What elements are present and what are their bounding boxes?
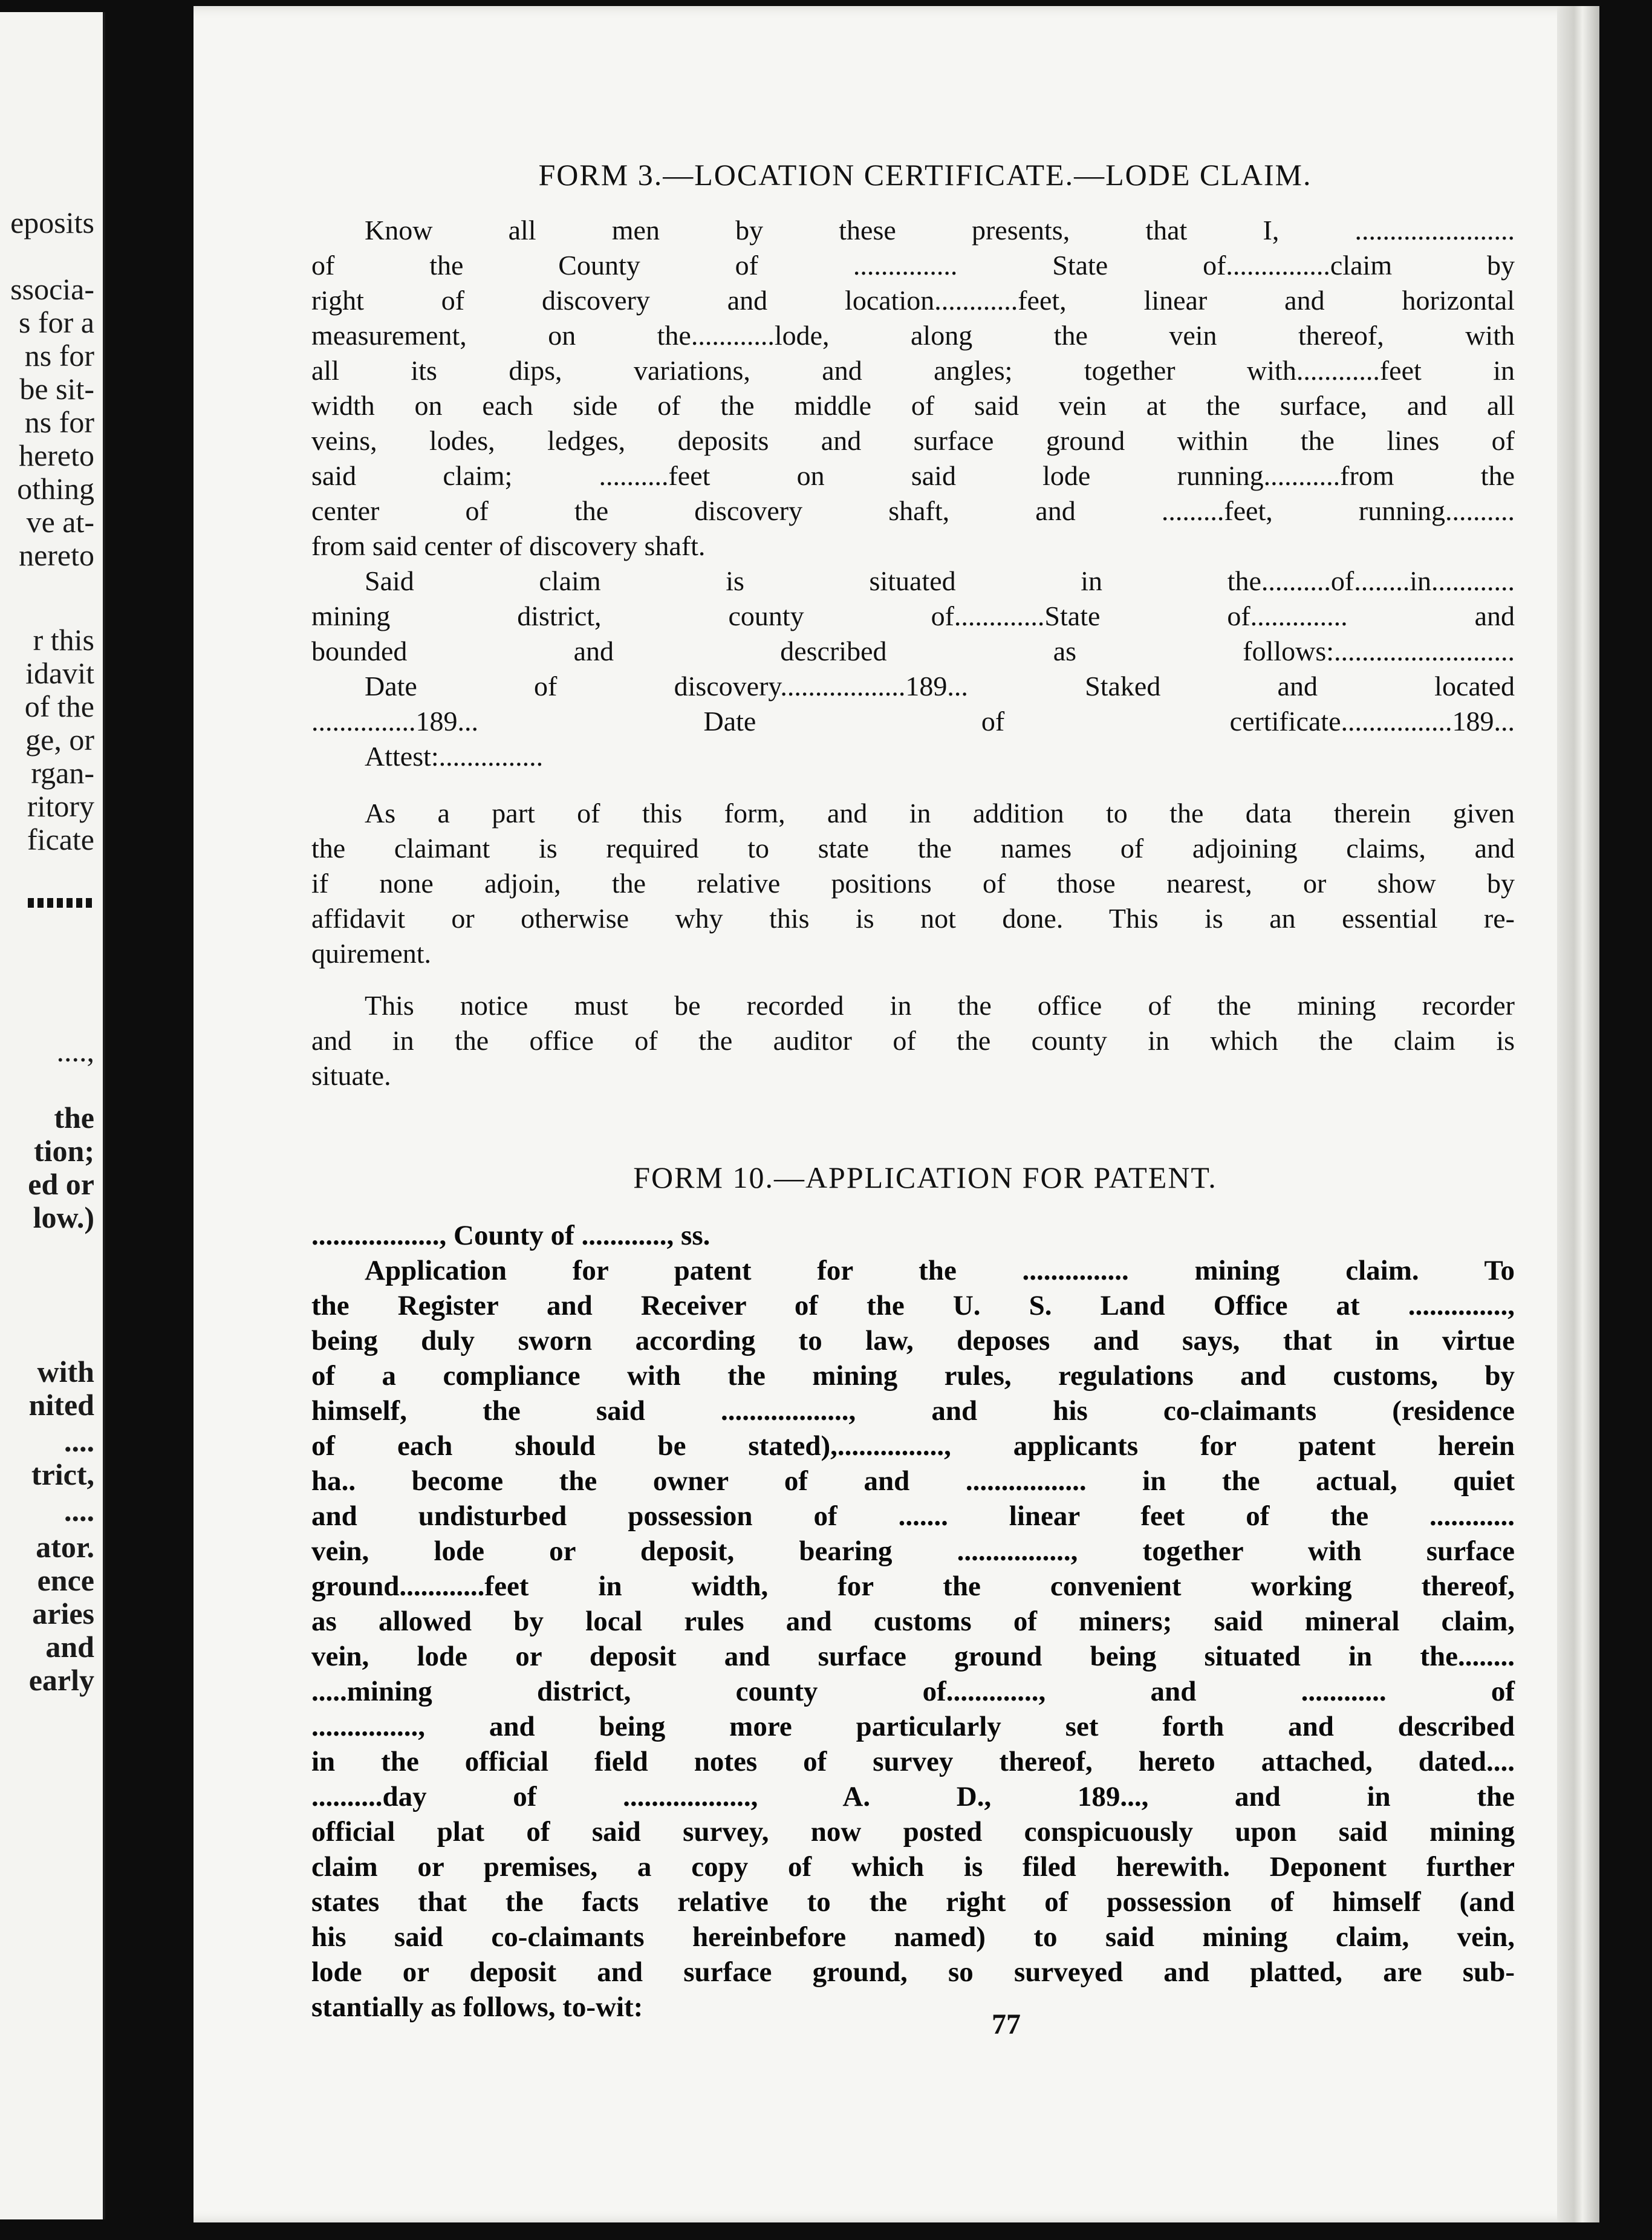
text-line: himself, the said .................., and his co-claimants (residence bbox=[311, 1395, 1515, 1427]
text-line: from said center of discovery shaft. bbox=[311, 530, 706, 561]
text-line: of each should be stated),..............., applicants for patent herein bbox=[311, 1430, 1515, 1462]
left-margin-fragment: ence bbox=[37, 1563, 94, 1597]
text-line: Attest:............... bbox=[365, 741, 544, 772]
text-line: stantially as follows, to-wit: bbox=[311, 1991, 643, 2023]
left-margin-fragment: othing bbox=[17, 472, 94, 506]
left-page-fragment bbox=[0, 12, 105, 2219]
text-line: mining district, county of.............State of.............. and bbox=[311, 601, 1515, 631]
text-line: As a part of this form, and in addition to the data therein given bbox=[365, 798, 1515, 829]
text-line: official plat of said survey, now posted conspicuously upon said mining bbox=[311, 1816, 1515, 1848]
page-number: 77 bbox=[992, 2008, 1021, 2040]
text-line: .....mining district, county of............., and ............ of bbox=[311, 1676, 1515, 1707]
text-line: Know all men by these presents, that I, ....................... bbox=[365, 215, 1515, 246]
form3-para3 bbox=[311, 796, 1515, 971]
left-margin-fragment: aries bbox=[32, 1597, 94, 1630]
text-line: ha.. become the owner of and ................. in the actual, quiet bbox=[311, 1465, 1515, 1497]
text-line: center of the discovery shaft, and .........feet, running.......... bbox=[311, 495, 1515, 526]
left-margin-fragment: ssocia- bbox=[10, 272, 94, 306]
left-margin-fragment: low.) bbox=[33, 1200, 94, 1234]
left-margin-fragment: ve at- bbox=[26, 505, 94, 539]
left-margin-fragment: trict, bbox=[31, 1457, 94, 1491]
text-line: ...............189... Date of certificate................189... bbox=[311, 706, 1515, 737]
left-margin-fragment: ...., bbox=[56, 1034, 94, 1068]
text-line: veins, lodes, ledges, deposits and surface ground within the lines of bbox=[311, 425, 1515, 456]
text-line: .................., County of ............, ss. bbox=[311, 1220, 711, 1251]
left-margin-fragment: .... bbox=[64, 1424, 94, 1458]
text-line: bounded and described as follows:.......................... bbox=[311, 636, 1515, 666]
left-margin-fragment: ns for bbox=[24, 405, 94, 439]
text-line: claim or premises, a copy of which is filed herewith. Deponent further bbox=[311, 1851, 1515, 1883]
form3-para4 bbox=[311, 988, 1515, 1093]
text-line: Application for patent for the ............... mining claim. To bbox=[365, 1255, 1515, 1286]
text-line: states that the facts relative to the right of possession of himself (and bbox=[311, 1886, 1515, 1918]
text-line: vein, lode or deposit and surface ground being situated in the........ bbox=[311, 1641, 1515, 1672]
text-line: said claim; ..........feet on said lode running...........from the bbox=[311, 460, 1515, 491]
left-margin-fragment: r this bbox=[33, 623, 94, 657]
text-line: right of discovery and location............feet, linear and horizontal bbox=[311, 285, 1515, 316]
form3-section bbox=[311, 157, 1515, 1093]
text-line: and undisturbed possession of ....... linear feet of the ............ bbox=[311, 1500, 1515, 1532]
left-margin-fragment: ge, or bbox=[25, 723, 94, 757]
text-line: quirement. bbox=[311, 938, 431, 969]
text-line: measurement, on the............lode, along the vein thereof, with bbox=[311, 320, 1515, 351]
form10-title: FORM 10.—APPLICATION FOR PATENT. bbox=[633, 1161, 1217, 1194]
text-line: affidavit or otherwise why this is not done. This is an essential re- bbox=[311, 903, 1515, 934]
left-margin-fragment: eposits bbox=[10, 206, 94, 239]
text-line: the Register and Receiver of the U. S. Land Office at .............., bbox=[311, 1290, 1515, 1321]
main-page bbox=[193, 6, 1599, 2222]
printed-mark bbox=[28, 898, 94, 908]
left-margin-fragment: rgan- bbox=[31, 756, 94, 790]
text-line: ..............., and being more particularly set forth and described bbox=[311, 1711, 1515, 1742]
left-margin-fragment: ns for bbox=[24, 339, 94, 373]
text-line: of the County of ............... State of...............claim by bbox=[311, 250, 1515, 281]
left-margin-fragment: idavit bbox=[25, 656, 94, 690]
left-margin-fragment: ritory bbox=[27, 789, 94, 823]
left-margin-fragment: be sit- bbox=[19, 372, 94, 406]
text-line: situate. bbox=[311, 1060, 391, 1091]
text-line: Said claim is situated in the..........of........in............ bbox=[365, 565, 1515, 596]
left-margin-fragment: tion; bbox=[34, 1134, 94, 1168]
form10-body bbox=[311, 1218, 1515, 2025]
left-margin-fragment: ficate bbox=[27, 822, 94, 856]
text-line: ..........day of .................., A. D., 189..., and in the bbox=[311, 1781, 1515, 1812]
text-line: all its dips, variations, and angles; together with............feet in bbox=[311, 355, 1515, 386]
text-line: width on each side of the middle of said vein at the surface, and all bbox=[311, 390, 1515, 421]
text-line: as allowed by local rules and customs of miners; said mineral claim, bbox=[311, 1606, 1515, 1637]
left-margin-fragment: nited bbox=[28, 1388, 94, 1422]
left-margin-fragment: nereto bbox=[19, 538, 94, 572]
text-line: lode or deposit and surface ground, so surveyed and platted, are sub- bbox=[311, 1956, 1515, 1988]
left-margin-fragment: .... bbox=[64, 1494, 94, 1528]
text-line: vein, lode or deposit, bearing ................, together with surface bbox=[311, 1535, 1515, 1567]
form3-para2 bbox=[311, 564, 1515, 774]
left-margin-fragment: and bbox=[45, 1630, 94, 1664]
text-line: in the official field notes of survey thereof, hereto attached, dated.... bbox=[311, 1746, 1515, 1777]
left-margin-fragment: ed or bbox=[28, 1167, 94, 1201]
text-line: his said co-claimants hereinbefore named) to said mining claim, vein, bbox=[311, 1921, 1515, 1953]
left-margin-fragment: hereto bbox=[19, 438, 94, 472]
form10-section bbox=[311, 1160, 1515, 2025]
left-margin-fragment: s for a bbox=[19, 305, 94, 339]
text-line: and in the office of the auditor of the county in which the claim is bbox=[311, 1025, 1515, 1056]
text-line: Date of discovery..................189... Staked and located bbox=[365, 671, 1515, 702]
text-line: if none adjoin, the relative positions of those nearest, or show by bbox=[311, 868, 1515, 899]
text-line: This notice must be recorded in the office of the mining recorder bbox=[365, 990, 1515, 1021]
text-line: ground............feet in width, for the convenient working thereof, bbox=[311, 1571, 1515, 1602]
left-margin-fragment: the bbox=[54, 1101, 94, 1135]
text-line: being duly sworn according to law, deposes and says, that in virtue bbox=[311, 1325, 1515, 1356]
page-edge bbox=[1557, 6, 1599, 2222]
left-margin-fragment: early bbox=[28, 1663, 94, 1697]
form3-para1 bbox=[311, 213, 1515, 564]
text-line: of a compliance with the mining rules, regulations and customs, by bbox=[311, 1360, 1515, 1392]
text-line: the claimant is required to state the names of adjoining claims, and bbox=[311, 833, 1515, 864]
left-margin-fragment: with bbox=[37, 1355, 94, 1389]
left-margin-fragment: ator. bbox=[36, 1530, 94, 1564]
form3-title: FORM 3.—LOCATION CERTIFICATE.—LODE CLAIM. bbox=[538, 158, 1312, 192]
left-margin-fragment: of the bbox=[24, 689, 94, 723]
